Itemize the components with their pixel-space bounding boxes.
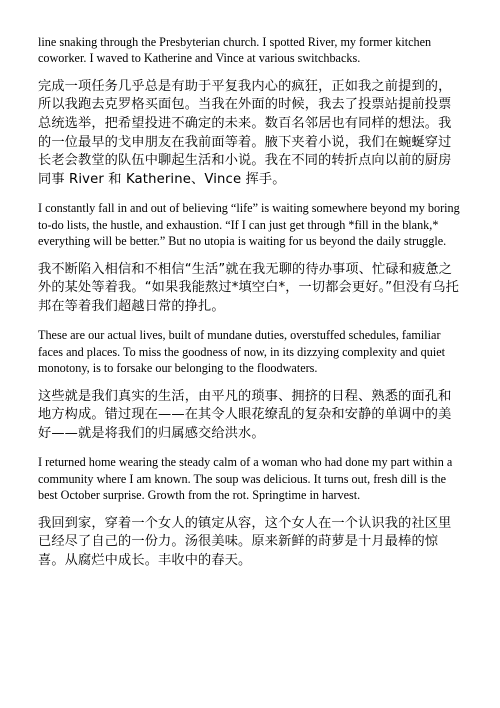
paragraph-zh-3: 这些就是我们真实的生活，由平凡的琐事、拥挤的日程、熟悉的面孔和地方构成。错过现在——在其令人眼花缭乱的复杂和安静的单调中的美好——就是将我们的归属感交给洪水。 [38,388,452,441]
paragraph-en-2: I constantly fall in and out of believing “life” is waiting somewhere beyond my boring to-do lists, the hustle, and exhaustion. “If I can just get through *fill in the blank,* everything will be better.” But no utopia is waiting for us beyond the daily struggle. [38,201,460,249]
paragraph-zh-2: 我不断陷入相信和不相信“生活”就在我无聊的待办事项、忙碌和疲惫之外的某处等着我。“如果我能熬过*填空白*，一切都会更好。”但没有乌托邦在等着我们超越日常的挣扎。 [38,261,459,314]
paragraph-en-1: line snaking through the Presbyterian church. I spotted River, my former kitchen coworker. I waved to Katherine and Vince at various switchbacks. [38,35,432,66]
document-page [38,34,462,581]
paragraph-en-4: I returned home wearing the steady calm of a woman who had done my part within a community where I am known. The soup was delicious. It turns out, fresh dill is the best October surprise. Growth from the rot. Springtime in harvest. [38,455,453,503]
paragraph-en-3: These are our actual lives, built of mundane duties, overstuffed schedules, familiar faces and places. To miss the goodness of now, in its dizzying complexity and quiet monotony, is to forsake our belonging to the floodwaters. [38,328,446,376]
paragraph-zh-1: 完成一项任务几乎总是有助于平复我内心的疯狂，正如我之前提到的，所以我跑去克罗格买面包。当我在外面的时候，我去了投票站提前投票总统选举，把希望投进不确定的未来。数百名邻居也有同样的想法。我的一位最早的戈申朋友在我前面等着。腋下夹着小说，我们在蜿蜒穿过长老会教堂的队伍中聊起生活和小说。我在不同的转折点向以前的厨房同事 River 和 Katherine、Vince 挥手。 [38,78,452,187]
paragraph-zh-4: 我回到家，穿着一个女人的镇定从容，这个女人在一个认识我的社区里已经尽了自己的一份力。汤很美味。原来新鲜的莳萝是十月最棒的惊喜。从腐烂中成长。丰收中的春天。 [38,515,452,568]
